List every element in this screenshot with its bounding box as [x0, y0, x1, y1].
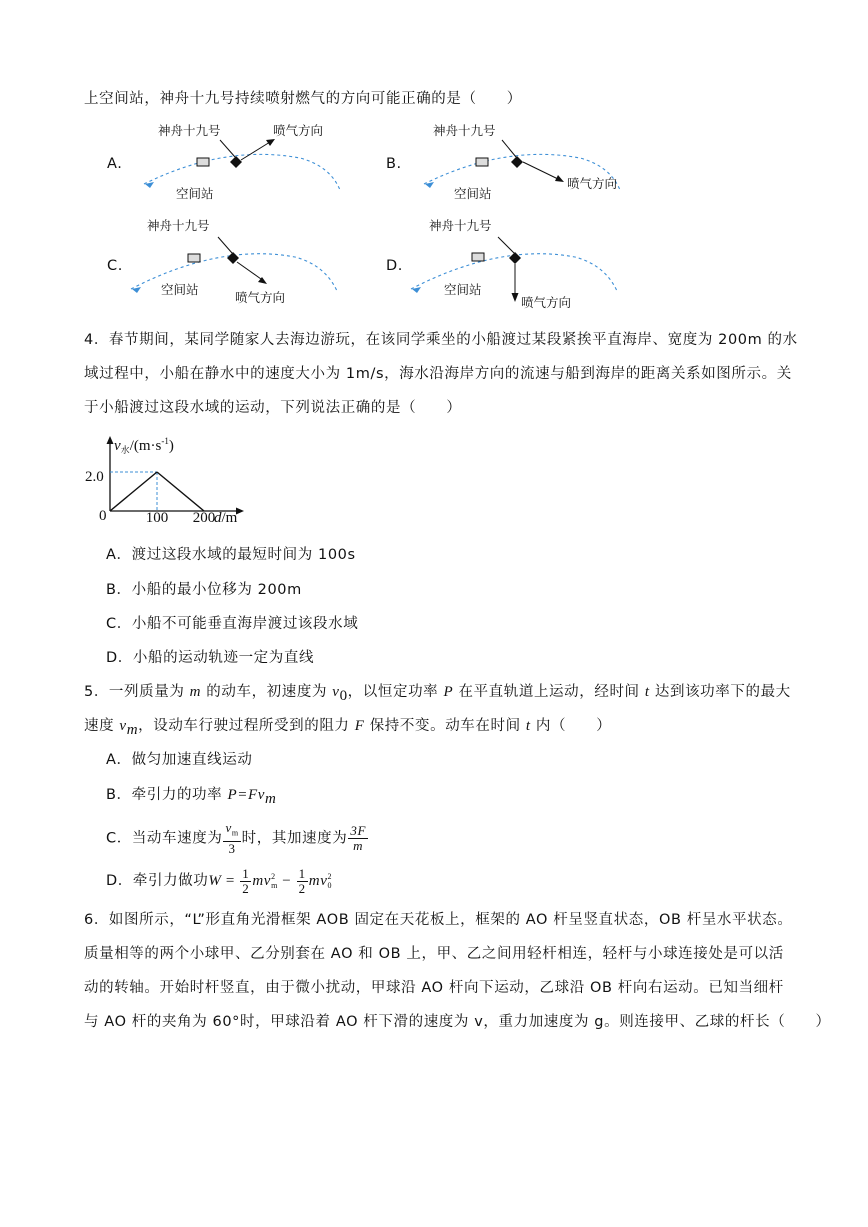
series-segment-1 [157, 472, 204, 511]
q6-line-4: 与 AO 杆的夹角为 60°时，甲球沿着 AO 杆下滑的速度为 v，重力加速度为 g。则连接甲、乙球的杆长（ ） [84, 1014, 831, 1030]
jet-label: 喷气方向 [521, 295, 572, 310]
fraction-one-half-2: $\frac{1}{2}$ [298, 865, 306, 896]
q4-line-2: 域过程中，小船在静水中的速度大小为 1m/s，海水沿海岸方向的流速与船到海岸的距离关系如图所示。关 [84, 366, 792, 382]
craft-leader-line [502, 140, 516, 157]
q3-option-b-diagram [410, 118, 650, 210]
jet-label: 喷气方向 [567, 176, 618, 191]
jet-arrowhead-icon [555, 175, 564, 182]
jet-arrowhead-icon [266, 139, 275, 146]
spacecraft-icon [230, 156, 242, 168]
q5-option-b: B．牵引力的功率 $P=Fv_m$ [106, 787, 277, 807]
fraction-3F-over-m: $\frac{3F}{m}$ [350, 822, 366, 853]
q6-line-2: 质量相等的两个小球甲、乙分别套在 AO 和 OB 上，甲、乙之间用轻杆相连，轻杆与小球连接处是可以活 [84, 946, 784, 962]
jet-arrow [523, 162, 558, 179]
jet-arrow [241, 142, 270, 160]
q4-line-1: 4．春节期间，某同学随家人去海边游玩，在该同学乘坐的小船渡过某段紧挨平直海岸、宽度为 200m 的水 [84, 332, 798, 348]
y-tick-label: 2.0 [85, 469, 104, 485]
spacecraft-icon [511, 156, 523, 168]
craft-label: 神舟十九号 [433, 123, 496, 138]
jet-label: 喷气方向 [235, 290, 286, 305]
origin-label: 0 [99, 508, 107, 524]
x-tick-label-100: 100 [145, 510, 169, 526]
space-station-icon [197, 158, 209, 166]
q3-option-c-diagram [125, 213, 365, 313]
q3-option-d-letter: D. [386, 258, 403, 274]
spacecraft-icon [509, 252, 521, 264]
space-station-icon [188, 254, 200, 262]
q3-option-a-letter: A. [107, 156, 123, 172]
craft-leader-line [218, 237, 232, 253]
q5-option-d: D．牵引力做功W = $\frac{1}{2}$ mv 2 m − $\frac{1}{2}$ mv 2 0 [106, 865, 333, 896]
q4-option-a: A．渡过这段水域的最短时间为 100s [106, 547, 356, 563]
y-axis-arrow-icon [107, 436, 114, 444]
station-label: 空间站 [176, 186, 214, 201]
q6-line-3: 动的转轴。开始时杆竖直，由于微小扰动，甲球沿 AO 杆向下运动，乙球沿 OB 杆向右运动。已知当细杆 [84, 980, 784, 996]
q5-line-1: 5．一列质量为 m 的动车，初速度为 $v_0$，以恒定功率 P 在平直轨道上运动，经时间 t 达到该功率下的最大 [84, 684, 791, 704]
q6-line-1: 6．如图所示，“L”形直角光滑框架 AOB 固定在天花板上，框架的 AO 杆呈竖直状态，OB 杆呈水平状态。 [84, 912, 793, 928]
jet-label: 喷气方向 [273, 123, 324, 138]
craft-leader-line [498, 237, 514, 253]
x-tick-label-200: 200 [192, 510, 216, 526]
station-label: 空间站 [454, 186, 492, 201]
x-axis-label: d/m [214, 510, 238, 526]
q4-velocity-chart [80, 432, 280, 532]
q3-option-a-diagram [130, 118, 360, 210]
q5-option-a: A．做匀加速直线运动 [106, 752, 253, 768]
q3-option-d-diagram [405, 213, 645, 313]
jet-arrowhead-icon [512, 293, 519, 302]
q4-option-b: B．小船的最小位移为 200m [106, 582, 302, 598]
q3-option-c-letter: C. [107, 258, 123, 274]
station-label: 空间站 [444, 282, 482, 297]
station-label: 空间站 [161, 282, 199, 297]
q3-option-b-letter: B. [386, 156, 402, 172]
craft-leader-line [220, 140, 235, 157]
fraction-vm-over-3: $\frac{v_m}{3}$ [225, 820, 239, 856]
series-segment-0 [110, 472, 157, 511]
craft-label: 神舟十九号 [158, 123, 221, 138]
q5-line-2: 速度 $v_m$，设动车行驶过程所受到的阻力 F 保持不变。动车在时间 t 内（ ） [84, 718, 612, 738]
q4-option-d: D．小船的运动轨迹一定为直线 [106, 650, 315, 666]
craft-label: 神舟十九号 [147, 218, 210, 233]
q4-option-c: C．小船不可能垂直海岸渡过该段水域 [106, 616, 359, 632]
space-station-icon [476, 158, 488, 166]
jet-arrow [237, 262, 261, 279]
q3-stem-tail: 上空间站，神舟十九号持续喷射燃气的方向可能正确的是（ ） [84, 91, 522, 107]
craft-label: 神舟十九号 [429, 218, 492, 233]
y-axis-label: $v_水/(m\cdot s^{-1})$ [114, 436, 174, 455]
space-station-icon [472, 253, 484, 261]
q4-line-3: 于小船渡过这段水域的运动，下列说法正确的是（ ） [84, 400, 462, 416]
chart-marks [110, 472, 204, 511]
fraction-one-half: $\frac{1}{2}$ [242, 865, 250, 896]
q5-option-c: C．当动车速度为 $\frac{v_m}{3}$ 时，其加速度为 $\frac{3F}{m}$ [106, 820, 366, 856]
